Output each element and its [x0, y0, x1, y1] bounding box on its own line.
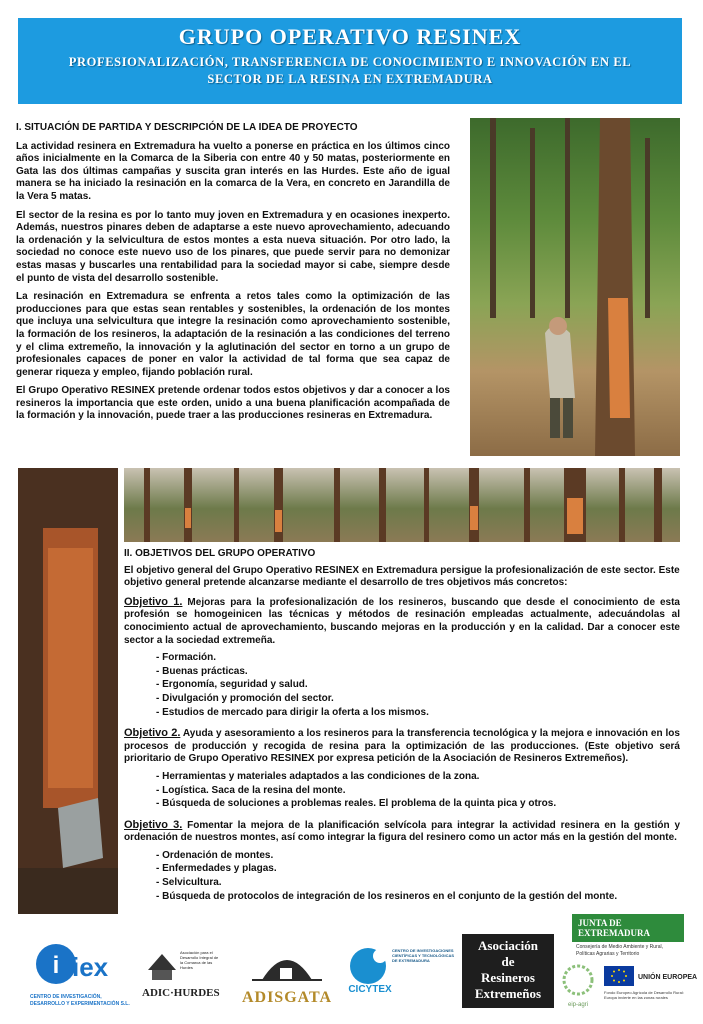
adisgata-name: ADISGATA: [241, 989, 333, 1006]
junta-name: JUNTA DE EXTREMADURA: [572, 914, 684, 942]
subtitle-line-1: PROFESIONALIZACIÓN, TRANSFERENCIA DE CONOCIMIENTO E INNOVACIÓN EN EL: [68, 55, 632, 69]
adic-hurdes-name: ADIC·HURDES: [142, 987, 220, 999]
partner-logos: [18, 914, 698, 1014]
section-situacion: [16, 122, 450, 429]
subtitle-line-2: SECTOR DE LA RESINA EN EXTREMADURA: [207, 72, 493, 86]
list-item: - Estudios de mercado para dirigir la oferta a los mismos.: [156, 706, 429, 718]
section-1-paragraph: El Grupo Operativo RESINEX pretende ordenar todos estos objetivos y dar a conocer a los resineros la importancia que este orden, unido a una buena planificación acompañada de la formación y la innovación, puede traer a las producciones resineras en Extremadura.: [16, 385, 450, 422]
photo-resin-worker: [470, 118, 680, 456]
junta-subtitle: Consejería de Medio Ambiente y Rural, Políticas Agrarias y Territorio: [576, 944, 663, 957]
iex-i-letter: i: [52, 952, 60, 979]
page-title: GRUPO OPERATIVO RESINEX: [178, 24, 522, 49]
objective-2: [124, 727, 680, 766]
forest-illustration: [470, 118, 680, 456]
eu-name: UNIÓN EUROPEA: [638, 974, 698, 981]
eip-agri-logo-icon: [558, 962, 598, 1010]
list-item: - Buenas prácticas.: [156, 665, 248, 677]
objective-3-text: Fomentar la mejora de la planificación selvícola para integrar la actividad resinera en la gestión y ordenación de nuestros montes, así como integrar la figura del resinero como un actor más en la gestión del monte.: [124, 819, 681, 844]
photo-resin-tapping: [18, 468, 118, 914]
asoc-line-1: Asociación: [478, 938, 538, 953]
iex-logo-icon: [28, 942, 138, 1012]
list-item: - Formación.: [156, 652, 217, 664]
iex-caption-1: CENTRO DE INVESTIGACIÓN,: [30, 994, 102, 1000]
section-1-paragraph: La resinación en Extremadura se enfrenta a retos tales como la optimización de las producciones para que estas sean rentables y sostenibles, la ordenación de los montes que incluya una selvicultura que integre la resinación como aprovechamiento sostenible, la formación de los resineros, la adaptación de la resinación a las condiciones del terreno y el clima extremeño, la innovación y la aglutinación del sector en torno a un grupo de profesionales capaces de poner en valor la actividad de tal forma que sea capaz de generar riqueza y empleo, fijando población rural.: [16, 291, 450, 378]
title-banner: [18, 18, 682, 104]
objective-1-title: Objetivo 1.: [124, 595, 183, 608]
list-item: - Divulgación y promoción del sector.: [156, 692, 334, 704]
adic-hurdes-small-text: Asociación para el Desarrollo Integral de la Comarca de las Hurdes: [180, 950, 219, 970]
logo-union-europea: [604, 966, 698, 1012]
objective-2-text: Ayuda y asesoramiento a los resineros para la transferencia tecnológica y la mejora e innovación en los procesos de producción y recogida de resina para la optimización de las producciones. (Este objetivo será prioritario de Grupo Operativo RESINEX por expresa petición de la Asociación de Resineros Extremeños).: [124, 728, 680, 765]
objective-3: [124, 819, 680, 845]
objective-1: [124, 596, 680, 647]
objective-1-list: [156, 651, 680, 719]
logo-junta-extremadura: [572, 914, 684, 962]
asoc-line-2: de: [501, 954, 515, 969]
section-1-paragraph: El sector de la resina es por lo tanto muy joven en Extremadura y en ocasiones inexperto. Además, nuestros pinares deben de adaptarse a este nuevo aprovechamiento, adecuando la ordenación y la selvicultura de estos montes a esta nueva situación. Por otro lado, la sociedad no conoce este nuevo uso de los pinares, que puede servir para no demonizar estas masas y buscarles una rentabilidad para la sociedad mayor si cabe, siempre desde el punto de vista del desarrollo sostenible.: [16, 209, 450, 284]
list-item: - Ergonomía, seguridad y salud.: [156, 679, 308, 691]
cicytex-logo-icon: [346, 942, 458, 1008]
cicytex-small-text: CENTRO DE INVESTIGACIONES CIENTÍFICAS Y TECNOLÓGICAS DE EXTREMADURA: [392, 948, 455, 963]
adic-hurdes-logo-icon: [140, 944, 222, 1004]
asoc-line-4: Extremeños: [474, 986, 542, 1001]
list-item: - Búsqueda de protocolos de integración de los resineros en el conjunto de la gestión del monte.: [156, 890, 618, 902]
list-item: - Ordenación de montes.: [156, 849, 274, 861]
section-1-heading: I. SITUACIÓN DE PARTIDA Y DESCRIPCIÓN DE LA IDEA DE PROYECTO: [16, 122, 358, 133]
eip-agri-text: eip-agri: [567, 1002, 589, 1008]
page-subtitle: [18, 54, 682, 88]
list-item: - Selvicultura.: [156, 877, 222, 889]
trunk-illustration: [18, 468, 118, 914]
logo-iex: [28, 942, 138, 1012]
forest-strip-illustration: [124, 468, 680, 542]
logo-eip-agri: [558, 962, 598, 1010]
section-objetivos: [124, 548, 680, 911]
adisgata-logo-icon: [232, 940, 342, 1010]
feader-text: Fondo Europeo Agrícola de Desarrollo Rural: Europa invierte en las zonas rurales: [604, 990, 684, 1000]
list-item: - Logística. Saca de la resina del monte.: [156, 784, 346, 796]
eu-flag-icon: [604, 966, 698, 1012]
objective-3-title: Objetivo 3.: [124, 818, 183, 831]
cicytex-name: CICYTEX: [348, 984, 392, 995]
section-1-paragraph: La actividad resinera en Extremadura ha vuelto a ponerse en práctica en los últimos cinco años inicialmente en la Comarca de la Siberia con entre 40 y 50 matas, posteriormente en Gata las dos últimas campañas y suscita gran interés en las Hurdes. Este año de igual manera se ha iniciado la resinación en la comarca de la Vera, en concreto en Jarandilla de la Vera 5 matas.: [16, 140, 450, 202]
section-2-heading: II. OBJETIVOS DEL GRUPO OPERATIVO: [124, 548, 316, 559]
iex-wordmark: iex: [72, 952, 109, 982]
section-2-intro: El objetivo general del Grupo Operativo RESINEX en Extremadura persigue la profesionalización de este sector. Este objetivo general pretende alcanzarse mediante el desarrollo de tres objetivos más concretos:: [124, 564, 680, 589]
list-item: - Enfermedades y plagas.: [156, 863, 277, 875]
logo-cicytex: [346, 942, 458, 1008]
asoc-line-3: Resineros: [481, 970, 535, 985]
objective-2-title: Objetivo 2.: [124, 727, 181, 740]
list-item: - Herramientas y materiales adaptados a las condiciones de la zona.: [156, 770, 480, 782]
logo-adisgata: [232, 940, 342, 1010]
logo-adic-hurdes: [140, 944, 222, 1004]
objective-3-list: [156, 849, 680, 903]
objective-2-list: [156, 770, 680, 811]
iex-caption-2: DESARROLLO Y EXPERIMENTACIÓN S.L.: [30, 1001, 130, 1007]
logo-asociacion-resineros: [462, 934, 554, 1008]
photo-pine-forest: [124, 468, 680, 542]
objective-1-text: Mejoras para la profesionalización de los resineros, buscando que desde el conocimiento de esta profesión se homogeinicen las técnicas y métodos de resinación empleadas actualmente, adecuándolas al conocimiento actual de aprovechamiento, buscando mejoras en la producción y en la calidad. Dar a conocer este sector a la sociedad extremeña.: [124, 596, 680, 646]
list-item: - Búsqueda de soluciones a problemas reales. El problema de la quinta pica y otros.: [156, 798, 557, 810]
